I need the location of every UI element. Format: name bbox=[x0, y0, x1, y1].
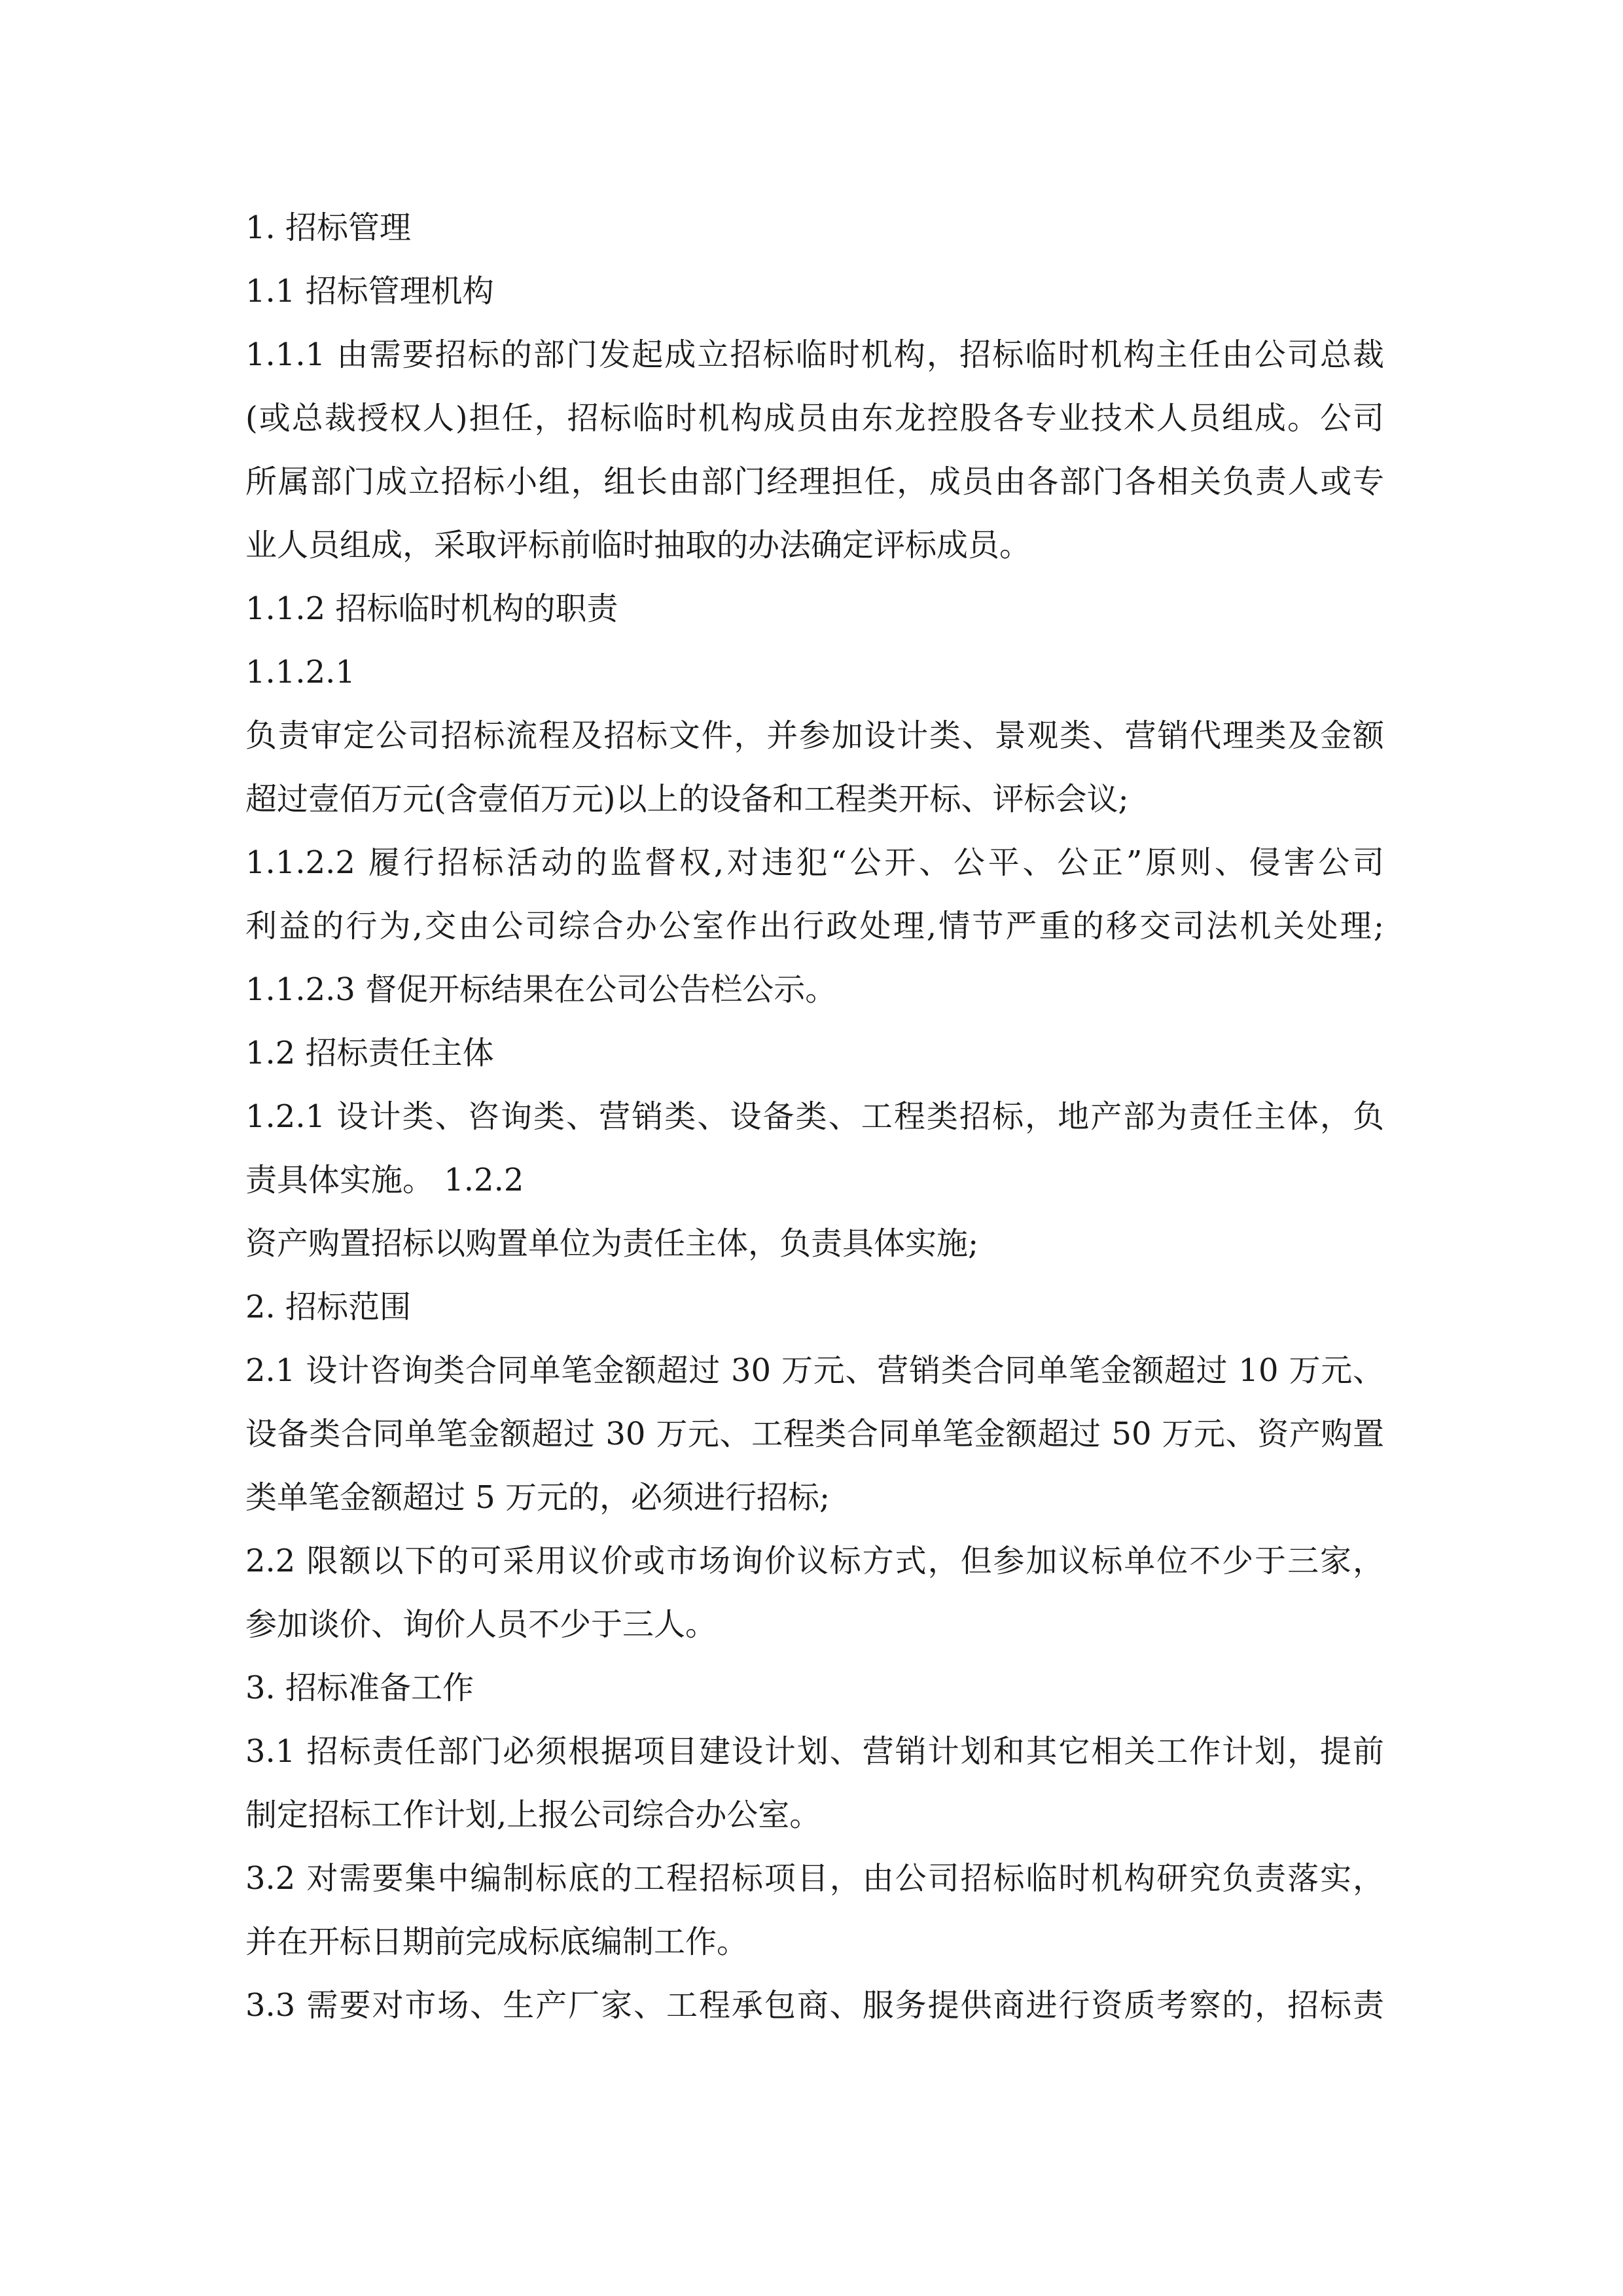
paragraph-line: 所属部门成立招标小组，组长由部门经理担任，成员由各部门各相关负责人或专 bbox=[245, 463, 1384, 500]
paragraph-line: 并在开标日期前完成标底编制工作。 bbox=[245, 1924, 749, 1960]
heading-3: 3. 招标准备工作 bbox=[245, 1670, 474, 1706]
paragraph-line: 3.1 招标责任部门必须根据项目建设计划、营销计划和其它相关工作计划，提前 bbox=[245, 1733, 1384, 1770]
paragraph-line: 3.3 需要对市场、生产厂家、工程承包商、服务提供商进行资质考察的，招标责 bbox=[245, 1987, 1384, 2024]
heading-1-1-2: 1.1.2 招标临时机构的职责 bbox=[245, 590, 618, 627]
paragraph-line: 1.2.1 设计类、咨询类、营销类、设备类、工程类招标，地产部为责任主体，负 bbox=[245, 1098, 1384, 1135]
paragraph-line: 1.1.2.3 督促开标结果在公司公告栏公示。 bbox=[245, 971, 837, 1008]
paragraph-line: 超过壹佰万元(含壹佰万元)以上的设备和工程类开标、评标会议; bbox=[245, 781, 1129, 817]
heading-1: 1. 招标管理 bbox=[245, 209, 412, 246]
paragraph-line: 负责审定公司招标流程及招标文件，并参加设计类、景观类、营销代理类及金额 bbox=[245, 717, 1384, 754]
paragraph-line: 类单笔金额超过 5 万元的，必须进行招标; bbox=[245, 1479, 830, 1516]
paragraph-line: 制定招标工作计划,上报公司综合办公室。 bbox=[245, 1797, 821, 1833]
paragraph-line: 2.1 设计咨询类合同单笔金额超过 30 万元、营销类合同单笔金额超过 10 万元、 bbox=[245, 1352, 1384, 1389]
document-body bbox=[245, 196, 1384, 2037]
paragraph-line: 2.2 限额以下的可采用议价或市场询价议标方式，但参加议标单位不少于三家， bbox=[245, 1543, 1384, 1579]
paragraph-line: 1.1.1 由需要招标的部门发起成立招标临时机构，招标临时机构主任由公司总裁 bbox=[245, 336, 1384, 373]
paragraph-line: 责具体实施。 1.2.2 bbox=[245, 1162, 524, 1198]
paragraph-line: 利益的行为,交由公司综合办公室作出行政处理,情节严重的移交司法机关处理; bbox=[245, 908, 1384, 944]
heading-1-1: 1.1 招标管理机构 bbox=[245, 273, 494, 310]
heading-2: 2. 招标范围 bbox=[245, 1289, 412, 1325]
paragraph-line: 设备类合同单笔金额超过 30 万元、工程类合同单笔金额超过 50 万元、资产购置 bbox=[245, 1416, 1384, 1452]
paragraph-line: 业人员组成，采取评标前临时抽取的办法确定评标成员。 bbox=[245, 527, 1031, 564]
heading-1-1-2-1: 1.1.2.1 bbox=[245, 654, 355, 691]
paragraph-line: 3.2 对需要集中编制标底的工程招标项目，由公司招标临时机构研究负责落实， bbox=[245, 1860, 1384, 1897]
heading-1-2: 1.2 招标责任主体 bbox=[245, 1035, 494, 1071]
paragraph-line: 参加谈价、询价人员不少于三人。 bbox=[245, 1606, 717, 1643]
paragraph-line: (或总裁授权人)担任，招标临时机构成员由东龙控股各专业技术人员组成。公司 bbox=[245, 400, 1384, 437]
paragraph-line: 1.1.2.2 履行招标活动的监督权,对违犯“公开、公平、公正”原则、侵害公司 bbox=[245, 844, 1384, 881]
paragraph-line: 资产购置招标以购置单位为责任主体，负责具体实施; bbox=[245, 1225, 979, 1262]
